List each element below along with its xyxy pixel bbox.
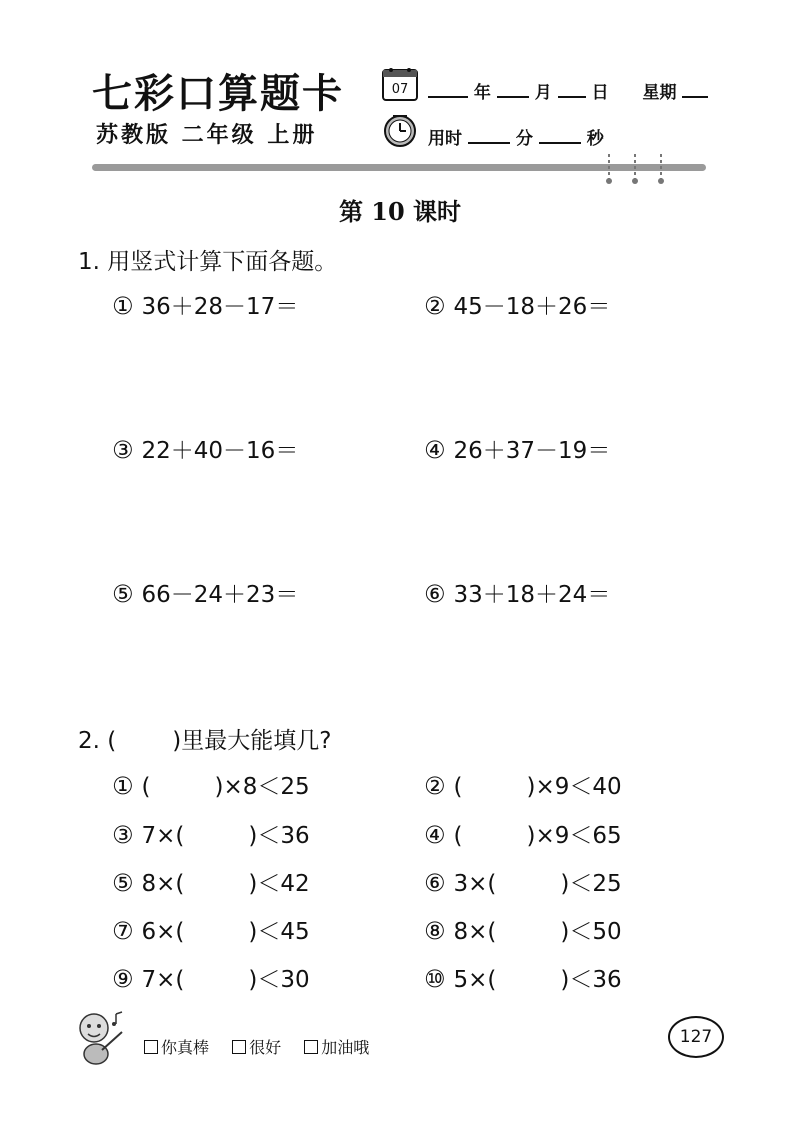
- praise-label: 很好: [249, 1038, 282, 1057]
- self-evaluation: [144, 1035, 387, 1058]
- item-post: )＜25: [560, 871, 622, 897]
- seconds-blank[interactable]: [539, 128, 581, 144]
- item-marker: ④: [424, 821, 446, 849]
- time-line: [428, 124, 604, 149]
- item-marker: ②: [424, 292, 446, 320]
- day-blank[interactable]: [558, 82, 586, 98]
- calendar-day: 07: [391, 82, 409, 97]
- q2-item: [112, 961, 310, 994]
- weekday-label: 星期: [642, 83, 677, 103]
- praise-label: 加油哦: [321, 1038, 370, 1057]
- q1-item: [112, 288, 298, 321]
- q1-item: [424, 576, 610, 609]
- brand-title: 七彩口算题卡: [92, 70, 344, 117]
- item-pre: (: [141, 774, 151, 800]
- item-pre: 8×(: [453, 919, 497, 945]
- q2-item: [112, 817, 310, 850]
- item-expression: 45－18＋26＝: [453, 294, 611, 320]
- q2-item: [424, 817, 622, 850]
- q2-item: [424, 961, 622, 994]
- item-marker: ①: [112, 772, 134, 800]
- binder-ring-icon: [606, 154, 612, 184]
- praise-option[interactable]: [144, 1038, 209, 1057]
- q2-item: [424, 768, 622, 801]
- minutes-blank[interactable]: [468, 128, 510, 144]
- item-marker: ②: [424, 772, 446, 800]
- item-marker: ③: [112, 821, 134, 849]
- item-marker: ①: [112, 292, 134, 320]
- checkbox-icon[interactable]: [304, 1040, 318, 1054]
- heading-pre: 2. (: [78, 728, 117, 754]
- item-expression: 33＋18＋24＝: [453, 582, 611, 608]
- item-expression: 66－24＋23＝: [141, 582, 299, 608]
- item-expression: 22＋40－16＝: [141, 438, 299, 464]
- date-line: [428, 78, 708, 103]
- praise-option[interactable]: [232, 1038, 281, 1057]
- duration-label: 用时: [428, 129, 462, 149]
- year-label: 年: [473, 83, 491, 103]
- item-post: )＜45: [248, 919, 310, 945]
- item-post: )＜42: [248, 871, 310, 897]
- item-post: )＜50: [560, 919, 622, 945]
- q1-item: [424, 288, 610, 321]
- item-marker: ⑥: [424, 580, 446, 608]
- item-pre: 3×(: [453, 871, 497, 897]
- item-pre: 7×(: [141, 823, 185, 849]
- header-divider: [92, 164, 706, 171]
- q2-item: [112, 913, 310, 946]
- item-post: )＜30: [248, 967, 310, 993]
- item-post: )＜36: [248, 823, 310, 849]
- item-pre: 5×(: [453, 967, 497, 993]
- question2-heading: [78, 722, 331, 755]
- q2-item: [424, 865, 622, 898]
- mascot-guitar-icon: [66, 1004, 132, 1070]
- weekday-blank[interactable]: [682, 82, 708, 98]
- item-pre: 7×(: [141, 967, 185, 993]
- item-post: )＜36: [560, 967, 622, 993]
- item-post: )×8＜25: [214, 774, 310, 800]
- item-marker: ④: [424, 436, 446, 464]
- item-marker: ③: [112, 436, 134, 464]
- lesson-title: 第 10 课时: [338, 197, 462, 226]
- q2-item: [112, 768, 310, 801]
- q2-item: [112, 865, 310, 898]
- item-post: )×9＜40: [526, 774, 622, 800]
- year-blank[interactable]: [428, 82, 468, 98]
- item-marker: ⑦: [112, 917, 134, 945]
- item-expression: 26＋37－19＝: [453, 438, 611, 464]
- item-marker: ⑥: [424, 869, 446, 897]
- item-marker: ⑤: [112, 580, 134, 608]
- item-marker: ⑤: [112, 869, 134, 897]
- checkbox-icon[interactable]: [232, 1040, 246, 1054]
- item-marker: ⑧: [424, 917, 446, 945]
- item-pre: 6×(: [141, 919, 185, 945]
- clock-icon: [381, 112, 419, 148]
- calendar-icon: [381, 66, 419, 102]
- praise-label: 你真棒: [161, 1038, 210, 1057]
- item-expression: 36＋28－17＝: [141, 294, 299, 320]
- item-pre: 8×(: [141, 871, 185, 897]
- binder-ring-icon: [658, 154, 664, 184]
- q1-item: [112, 432, 298, 465]
- month-label: 月: [534, 83, 552, 103]
- q1-item: [112, 576, 298, 609]
- praise-option[interactable]: [304, 1038, 369, 1057]
- heading-post: )里最大能填几?: [172, 728, 332, 754]
- month-blank[interactable]: [497, 82, 529, 98]
- item-marker: ⑩: [424, 965, 446, 993]
- question1-heading: 1. 用竖式计算下面各题。: [78, 249, 338, 275]
- item-post: )×9＜65: [526, 823, 622, 849]
- minutes-label: 分: [515, 129, 533, 149]
- seconds-label: 秒: [586, 129, 604, 149]
- item-pre: (: [453, 774, 463, 800]
- brand-subtitle: 苏教版 二年级 上册: [96, 123, 318, 148]
- binder-ring-icon: [632, 154, 638, 184]
- checkbox-icon[interactable]: [144, 1040, 158, 1054]
- item-pre: (: [453, 823, 463, 849]
- q1-item: [424, 432, 610, 465]
- item-marker: ⑨: [112, 965, 134, 993]
- day-label: 日: [591, 83, 609, 103]
- q2-item: [424, 913, 622, 946]
- page-number: 127: [668, 1016, 724, 1058]
